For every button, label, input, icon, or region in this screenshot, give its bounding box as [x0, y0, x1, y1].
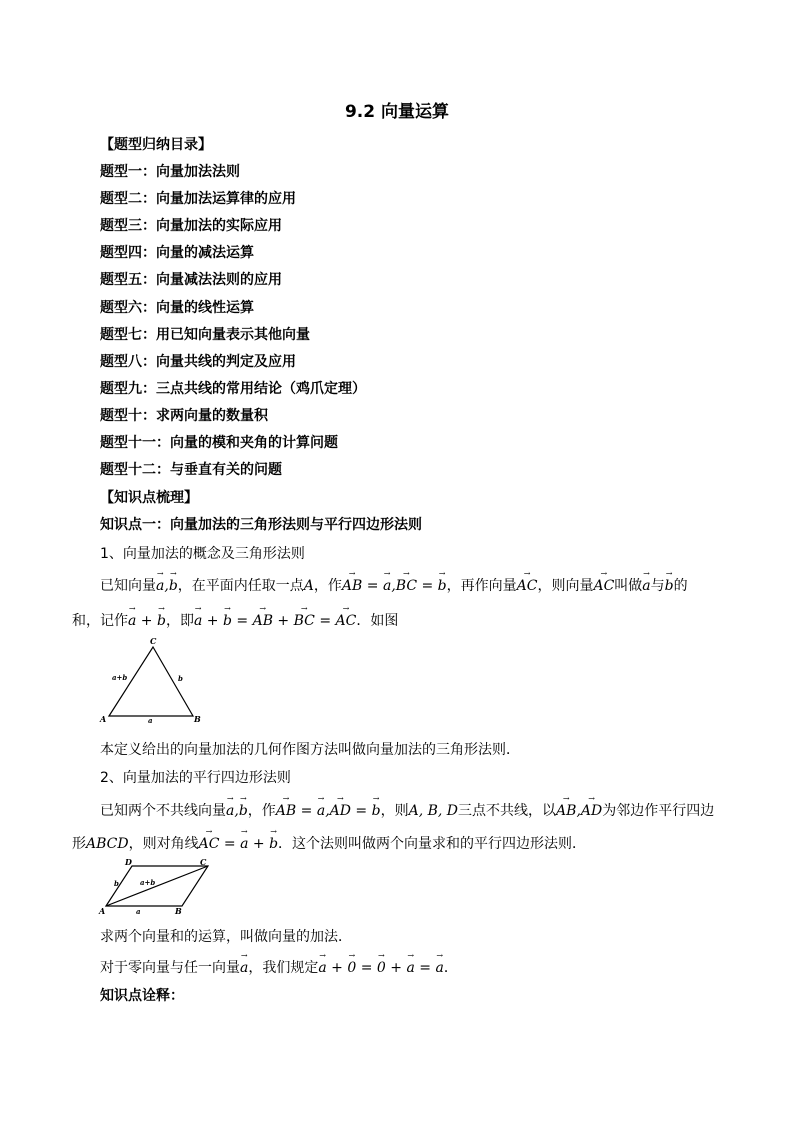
paragraph: 已知向量→ a,→ b，在平面内任取一点A，作→ AB = → a,→ BC = → b，再作向量→ AC，则向量→ AC叫做→ a与→ b的	[100, 575, 688, 595]
page-title: 9.2 向量运算	[344, 102, 450, 122]
section-title: 1、向量加法的概念及三角形法则	[100, 546, 305, 562]
knowledge-point-title: 知识点一：向量加法的三角形法则与平行四边形法则	[100, 517, 422, 533]
toc-item: 题型七：用已知向量表示其他向量	[100, 327, 310, 343]
knowledge-heading: 【知识点梳理】	[100, 490, 198, 506]
toc-item: 题型八：向量共线的判定及应用	[100, 354, 296, 370]
side-label-a: a	[148, 716, 153, 725]
side-label-b: b	[178, 674, 183, 683]
toc-item: 题型六：向量的线性运算	[100, 300, 254, 316]
toc-item: 题型十一：向量的模和夹角的计算问题	[100, 435, 338, 451]
toc-item: 题型三：向量加法的实际应用	[100, 218, 282, 234]
point-label-C: C	[200, 857, 207, 867]
paragraph: 和，记作→ a + → b，即→ a + → b = → AB + → BC = → AC．如图	[72, 610, 398, 630]
toc-item: 题型九：三点共线的常用结论（鸡爪定理）	[100, 381, 366, 397]
toc-item: 题型十二：与垂直有关的问题	[100, 462, 282, 478]
toc-item: 题型十：求两向量的数量积	[100, 408, 268, 424]
toc-item: 题型四：向量的减法运算	[100, 245, 254, 261]
knowledge-note-heading: 知识点诠释：	[100, 988, 184, 1004]
diagonal-label-a-plus-b: a+b	[140, 878, 156, 887]
point-label-B: B	[194, 714, 201, 724]
side-label-a-plus-b: a+b	[112, 673, 128, 682]
point-label-D: D	[125, 857, 132, 867]
paragraph: 形ABCD，则对角线→ AC = → a + → b．这个法则叫做两个向量求和的平行四边形法则．	[72, 833, 586, 853]
point-label-C: C	[150, 636, 157, 646]
triangle-diagram	[96, 634, 208, 726]
toc-heading: 【题型归纳目录】	[100, 137, 212, 153]
paragraph: 本定义给出的向量加法的几何作图方法叫做向量加法的三角形法则．	[100, 742, 520, 758]
paragraph: 对于零向量与任一向量→ a，我们规定→ a + → 0 = → 0 + → a = → a．	[100, 957, 458, 977]
side-label-b: b	[114, 879, 119, 888]
toc-item: 题型五：向量减法法则的应用	[100, 272, 282, 288]
paragraph: 求两个向量和的运算，叫做向量的加法．	[100, 929, 352, 945]
parallelogram-diagram	[96, 856, 216, 918]
side-label-a: a	[136, 907, 141, 916]
point-label-A: A	[100, 714, 107, 724]
point-label-B: B	[175, 906, 182, 916]
paragraph: 已知两个不共线向量→ a,→ b，作→ AB = → a,→ AD = → b，则A, B, D三点不共线，以→ AB,→ AD为邻边作平行四边	[100, 800, 714, 820]
section-title: 2、向量加法的平行四边形法则	[100, 770, 291, 786]
toc-item: 题型二：向量加法运算律的应用	[100, 191, 296, 207]
toc-item: 题型一：向量加法法则	[100, 164, 240, 180]
point-label-A: A	[99, 906, 106, 916]
